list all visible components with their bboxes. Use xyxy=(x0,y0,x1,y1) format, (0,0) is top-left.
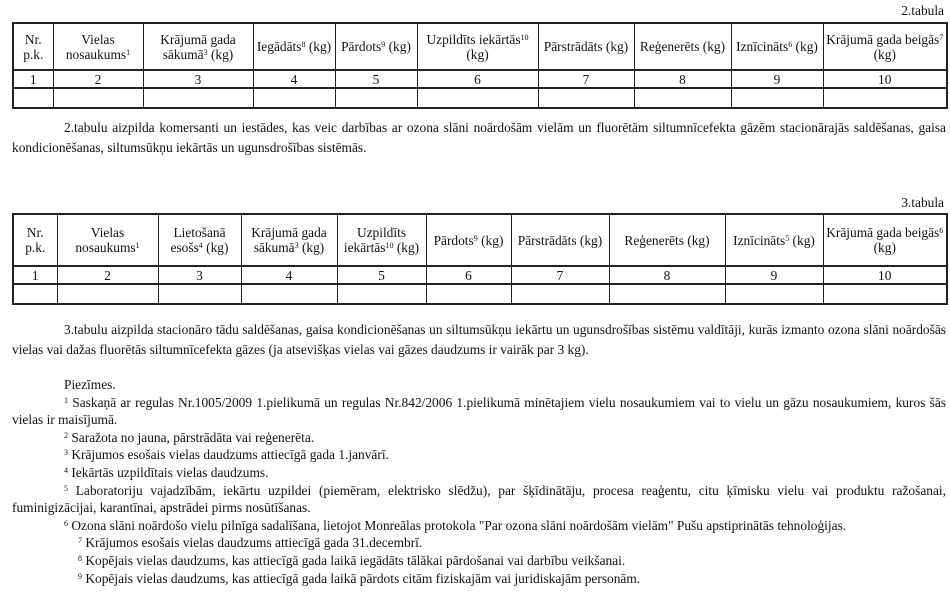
empty-cell[interactable] xyxy=(538,88,634,108)
footnote-ref: 6 xyxy=(939,226,944,235)
column-header xyxy=(634,23,731,70)
column-number: 5 xyxy=(337,266,426,284)
footnote-ref: 10 xyxy=(520,32,529,42)
header-unit: (kg) xyxy=(393,240,420,255)
header-text: Lietošanā esošs xyxy=(170,225,226,255)
header-unit: (kg) xyxy=(305,39,332,54)
column-number: 2 xyxy=(57,266,158,284)
empty-cell[interactable] xyxy=(335,88,417,108)
header-text: Nr. p.k. xyxy=(23,31,44,62)
table2-caption: 2.tabula xyxy=(901,3,944,18)
footnote-text: Saskaņā ar regulas Nr.1005/2009 1.pielikumā un regulas Nr.842/2006 1.pielikumā minētajiem vielu nosaukumiem vai to vielu un gāzu nosaukumiem, kuros šās vielas ir maisījumā. xyxy=(12,394,946,428)
header-text: Vielas nosaukums xyxy=(75,225,136,255)
header-text: Krājumā gada beigās xyxy=(826,225,940,240)
footnote-number: 3 xyxy=(64,448,68,458)
footnote-ref: 1 xyxy=(135,241,140,250)
footnote-text: Kopējais vielas daudzums, kas attiecīgā gada laikā pārdots citām fiziskajām vai juridiskajām personām. xyxy=(82,570,641,586)
column-header xyxy=(731,23,823,70)
footnote-number: 9 xyxy=(78,571,82,581)
header-unit: (kg) xyxy=(789,232,815,248)
table-2 xyxy=(12,22,948,109)
column-header xyxy=(335,23,417,70)
header-text: Pārstrādāts (kg) xyxy=(543,39,629,54)
column-number: 7 xyxy=(538,70,634,88)
empty-cell[interactable] xyxy=(725,284,823,304)
footnote-text: Kopējais vielas daudzums, kas attiecīgā gada laikā iegādāts tālākai pārdošanai vai darbību veikšanai. xyxy=(82,552,626,568)
footnote-ref: 7 xyxy=(939,32,944,42)
footnote-number: 6 xyxy=(64,518,68,528)
header-text: Iegādāts xyxy=(256,39,302,54)
column-number: 7 xyxy=(511,266,609,284)
empty-cell[interactable] xyxy=(731,88,823,108)
header-text: Pārdots xyxy=(341,39,382,54)
footnote xyxy=(12,429,946,447)
header-text: Krājumā gada beigās xyxy=(826,31,940,47)
footnote-ref: 3 xyxy=(294,241,299,250)
empty-cell[interactable] xyxy=(13,88,53,108)
column-number: 8 xyxy=(634,70,731,88)
header-text: Pārstrādāts (kg) xyxy=(517,232,603,248)
footnote-text: Ozona slāni noārdošo vielu pilnīga sadalīšana, lietojot Monreālas protokola "Par ozona slāni noārdošām vielām" Pušu apstiprinātās tehnoloģijas. xyxy=(68,517,847,533)
footnote xyxy=(12,394,946,429)
empty-cell[interactable] xyxy=(13,284,57,304)
column-header xyxy=(426,214,511,266)
column-number: 4 xyxy=(253,70,335,88)
header-text: Reģenerēts (kg) xyxy=(624,232,710,248)
column-header xyxy=(13,23,53,70)
footnote xyxy=(12,517,946,535)
column-number: 4 xyxy=(241,266,337,284)
empty-cell[interactable] xyxy=(241,284,337,304)
empty-cell[interactable] xyxy=(158,284,241,304)
header-text: Krājumā gada sākumā xyxy=(160,31,236,62)
header-text: Reģenerēts (kg) xyxy=(639,39,726,54)
empty-cell[interactable] xyxy=(143,88,253,108)
column-header xyxy=(13,214,57,266)
footnote-number: 2 xyxy=(64,430,68,440)
footnote-ref: 3 xyxy=(203,47,208,57)
footnote xyxy=(12,552,946,570)
empty-cell[interactable] xyxy=(823,88,947,108)
footnote-ref: 4 xyxy=(198,241,203,250)
header-text: Pārdots xyxy=(433,232,474,248)
column-header xyxy=(337,214,426,266)
header-unit: (kg) xyxy=(207,46,234,62)
empty-cell[interactable] xyxy=(609,284,725,304)
header-text: Iznīcināts xyxy=(733,232,786,248)
empty-cell[interactable] xyxy=(253,88,335,108)
column-number: 1 xyxy=(13,266,57,284)
footnote xyxy=(12,464,946,482)
column-header xyxy=(53,23,143,70)
footnote-number: 4 xyxy=(64,465,68,475)
footnote-number: 5 xyxy=(64,483,68,493)
empty-cell[interactable] xyxy=(57,284,158,304)
column-number: 3 xyxy=(158,266,241,284)
footnote-number: 7 xyxy=(78,536,82,546)
column-header xyxy=(143,23,253,70)
table-3 xyxy=(12,213,948,305)
footnote-ref: 6 xyxy=(788,40,793,49)
footnote-ref: 1 xyxy=(126,47,131,57)
table3-description: 3.tabulu aizpilda stacionāro tādu saldēšanas, gaisa kondicionēšanas un siltumsūkņu iekārtu un ugunsdrošības sistēmu valdītāji, kurās izmanto ozona slāni noārdošās vielas vai dažas fluorētās siltumnīcefekta gāzes (ja atsevišķas vielas vai gāzes daudzums ir vairāk par 3 kg). xyxy=(12,322,946,357)
footnote-text: Krājumos esošais vielas daudzums attiecīgā gada 31.decembrī. xyxy=(82,535,423,551)
header-unit: (kg) xyxy=(385,39,411,54)
column-number: 10 xyxy=(823,70,947,88)
header-unit: (kg) xyxy=(477,232,504,248)
header-text: Iznīcināts xyxy=(736,39,789,54)
footnote-text: Saražota no jauna, pārstrādāta vai reģenerēta. xyxy=(68,429,315,445)
header-text: Nr. p.k. xyxy=(25,225,46,255)
header-unit: (kg) xyxy=(873,46,896,62)
header-text: Krājumā gada sākumā xyxy=(251,225,327,255)
footnote-text: Iekārtās uzpildītais vielas daudzums. xyxy=(68,464,269,480)
empty-cell[interactable] xyxy=(426,284,511,304)
footnote-ref: 8 xyxy=(301,40,306,49)
footnote xyxy=(12,446,946,464)
footnote-ref: 9 xyxy=(381,40,386,49)
empty-cell[interactable] xyxy=(511,284,609,304)
notes-title: Piezīmes. xyxy=(64,377,116,392)
column-header xyxy=(511,214,609,266)
column-header xyxy=(725,214,823,266)
header-unit: (kg) xyxy=(466,46,489,62)
column-header xyxy=(538,23,634,70)
header-text: Vielas nosaukums xyxy=(65,31,127,62)
footnote xyxy=(12,482,946,517)
column-number: 1 xyxy=(13,70,53,88)
header-unit: (kg) xyxy=(298,240,325,255)
empty-cell[interactable] xyxy=(417,88,538,108)
footnote-number: 8 xyxy=(78,553,82,563)
column-header xyxy=(57,214,158,266)
column-number: 3 xyxy=(143,70,253,88)
column-number: 10 xyxy=(823,266,947,284)
empty-cell[interactable] xyxy=(337,284,426,304)
footnote-ref: 10 xyxy=(385,241,394,250)
empty-cell[interactable] xyxy=(53,88,143,108)
column-header xyxy=(417,23,538,70)
column-number: 6 xyxy=(417,70,538,88)
footnote-text: Krājumos esošais vielas daudzums attiecīgā gada 1.janvārī. xyxy=(68,447,389,463)
table3-caption: 3.tabula xyxy=(901,195,944,210)
footnote xyxy=(12,534,946,552)
column-number: 8 xyxy=(609,266,725,284)
footnote-ref: 9 xyxy=(473,233,478,243)
empty-cell[interactable] xyxy=(823,284,947,304)
column-number: 9 xyxy=(725,266,823,284)
column-header xyxy=(253,23,335,70)
footnote-number: 1 xyxy=(64,395,68,405)
column-header xyxy=(823,23,947,70)
footnote-ref: 5 xyxy=(785,233,790,243)
column-header xyxy=(609,214,725,266)
column-number: 6 xyxy=(426,266,511,284)
header-text: Uzpildīts iekārtās xyxy=(426,31,521,47)
header-unit: (kg) xyxy=(202,240,229,255)
header-unit: (kg) xyxy=(873,240,896,255)
table2-description: 2.tabulu aizpilda komersanti un iestādes, kas veic darbības ar ozona slāni noārdošām vielām un fluorētām siltumnīcefekta gāzēm stacionārajās saldēšanas, gaisa kondicionēšanas, siltumsūkņu iekārtās un ugunsdrošības sistēmās. xyxy=(12,120,946,155)
footnote xyxy=(12,570,946,588)
column-number: 9 xyxy=(731,70,823,88)
column-header xyxy=(241,214,337,266)
column-number: 2 xyxy=(53,70,143,88)
column-header xyxy=(823,214,947,266)
header-unit: (kg) xyxy=(792,39,818,54)
empty-cell[interactable] xyxy=(634,88,731,108)
notes-section xyxy=(12,376,946,587)
footnote-text: Laboratoriju vajadzībām, iekārtu uzpildei (piemēram, elektrisko slēdžu), par šķīdinātāju, procesa reaģentu, citu ķīmisku vielu vai produktu ražošanai, fuminigizācijai, karantīnai, apstrādei pirms nosūtīšanas. xyxy=(12,482,946,516)
header-text: Uzpildīts iekārtās xyxy=(343,225,407,255)
column-header xyxy=(158,214,241,266)
column-number: 5 xyxy=(335,70,417,88)
